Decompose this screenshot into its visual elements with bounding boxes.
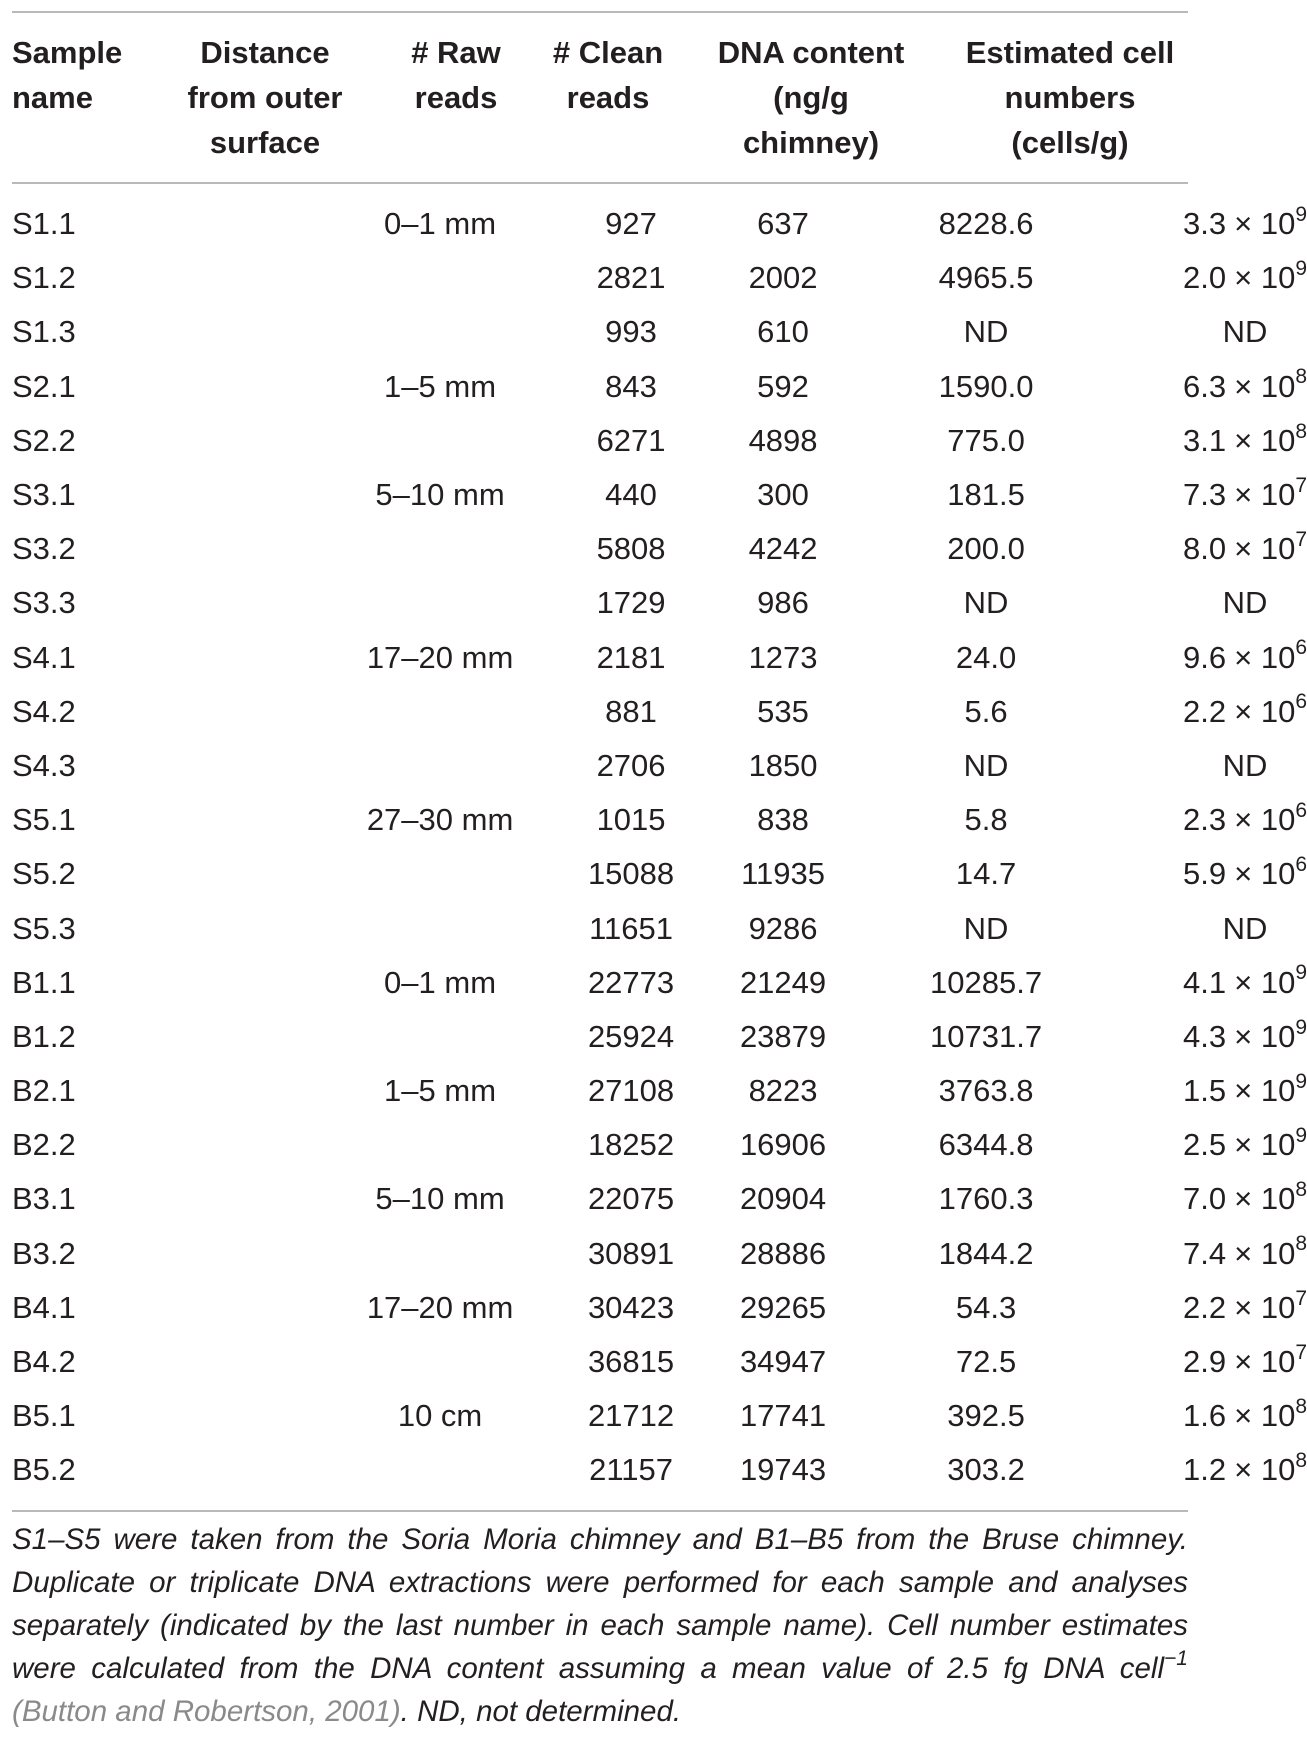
cell-distance: 17–20 mm <box>366 1289 514 1325</box>
cell-mantissa: 2.5 <box>1183 1127 1227 1163</box>
cell-times-ten: × 10 <box>1234 802 1296 838</box>
cell-times-ten: × 10 <box>1234 1452 1296 1488</box>
cell-times-ten: × 10 <box>1234 693 1296 729</box>
cell-mantissa: ND <box>1222 314 1268 350</box>
cell-sample-name: S4.1 <box>12 639 76 675</box>
table-footnote: S1–S5 were taken from the Soria Moria chimney and B1–B5 from the Bruse chimney. Duplicate or triplicate DNA extractions were performed for each sample and analyses separately (indicated by the last number in each sample name). Cell number estimates were calculated from the DNA content assuming a mean value of 2.5 fg DNA cell$^{-1}$ (Button and Robertson, 2001). ND, not determined. <box>12 1523 1188 1728</box>
cell-raw-reads: 2706 <box>596 747 666 783</box>
cell-estimated-cells <box>1223 746 1268 786</box>
cell-times-ten: × 10 <box>1234 1073 1296 1109</box>
cell-estimated-cells <box>1183 638 1307 678</box>
cell-clean-reads: 8223 <box>748 1073 818 1109</box>
cell-times-ten: × 10 <box>1234 422 1296 458</box>
cell-mantissa: 6.3 <box>1183 368 1227 404</box>
cell-sample-name: S5.2 <box>12 856 76 892</box>
cell-estimated-cells <box>1183 529 1307 569</box>
cell-distance: 27–30 mm <box>366 802 514 838</box>
cell-times-ten: × 10 <box>1234 639 1296 675</box>
table-row <box>0 793 1200 847</box>
cell-dna-content: ND <box>963 585 1009 621</box>
cell-distance: 1–5 mm <box>384 1073 497 1109</box>
top-rule <box>12 11 1188 13</box>
table-row <box>0 1227 1200 1281</box>
cell-estimated-cells <box>1183 258 1307 298</box>
cell-dna-content: 303.2 <box>947 1452 1025 1488</box>
cell-times-ten: × 10 <box>1234 964 1296 1000</box>
cell-sample-name: S3.3 <box>12 585 76 621</box>
cell-clean-reads: 34947 <box>739 1344 827 1380</box>
cell-raw-reads: 6271 <box>596 422 666 458</box>
cell-estimated-cells <box>1183 367 1307 407</box>
cell-mantissa: 5.9 <box>1183 856 1227 892</box>
cell-clean-reads: 1850 <box>748 747 818 783</box>
cell-dna-content: 200.0 <box>947 531 1025 567</box>
cell-exponent: 8 <box>1295 1178 1307 1202</box>
cell-raw-reads: 11651 <box>589 910 673 946</box>
cell-clean-reads: 592 <box>757 368 809 404</box>
cell-sample-name: B1.2 <box>12 1018 76 1054</box>
cell-dna-content: 6344.8 <box>938 1127 1034 1163</box>
table-row <box>0 1443 1200 1497</box>
cell-estimated-cells <box>1183 1017 1307 1057</box>
header-sample-name: Sample name <box>12 35 123 115</box>
cell-raw-reads: 1015 <box>596 802 666 838</box>
cell-sample-name: B5.2 <box>12 1452 76 1488</box>
cell-estimated-cells <box>1183 1396 1307 1436</box>
cell-raw-reads: 881 <box>605 693 657 729</box>
cell-clean-reads: 16906 <box>739 1127 827 1163</box>
cell-estimated-cells <box>1183 421 1307 461</box>
cell-exponent: 7 <box>1295 473 1307 497</box>
cell-clean-reads: 29265 <box>739 1289 827 1325</box>
cell-times-ten: × 10 <box>1234 1181 1296 1217</box>
cell-clean-reads: 610 <box>757 314 809 350</box>
cell-raw-reads: 1729 <box>596 585 666 621</box>
table-row <box>0 1064 1200 1118</box>
cell-clean-reads: 4242 <box>748 531 818 567</box>
cell-sample-name: B3.2 <box>12 1235 76 1271</box>
cell-sample-name: S2.2 <box>12 422 76 458</box>
cell-estimated-cells <box>1183 800 1307 840</box>
cell-dna-content: 5.6 <box>964 693 1008 729</box>
cell-mantissa: 4.3 <box>1183 1018 1227 1054</box>
cell-raw-reads: 5808 <box>596 531 666 567</box>
cell-estimated-cells <box>1183 854 1307 894</box>
cell-raw-reads: 927 <box>605 206 657 242</box>
cell-raw-reads: 25924 <box>587 1018 675 1054</box>
cell-exponent: 9 <box>1295 1123 1307 1147</box>
cell-sample-name: S4.3 <box>12 747 76 783</box>
cell-estimated-cells <box>1183 1288 1307 1328</box>
table-row <box>0 251 1200 305</box>
cell-raw-reads: 993 <box>605 314 657 350</box>
cell-clean-reads: 2002 <box>748 260 818 296</box>
cell-exponent: 6 <box>1295 798 1307 822</box>
cell-mantissa: 2.0 <box>1183 260 1227 296</box>
cell-mantissa: 2.2 <box>1183 1289 1227 1325</box>
header-dna-content: DNA content (ng/g chimney) <box>717 35 905 160</box>
table-row <box>0 1118 1200 1172</box>
cell-sample-name: S1.1 <box>12 206 76 242</box>
cell-mantissa: 7.0 <box>1183 1181 1227 1217</box>
header-raw-reads: # Raw reads <box>411 35 501 115</box>
cell-sample-name: B3.1 <box>12 1181 76 1217</box>
cell-estimated-cells <box>1183 204 1307 244</box>
cell-exponent: 8 <box>1295 1232 1307 1256</box>
cell-times-ten: × 10 <box>1234 531 1296 567</box>
cell-sample-name: B1.1 <box>12 964 76 1000</box>
cell-dna-content: 1590.0 <box>938 368 1034 404</box>
header-distance: Distance from outer surface <box>187 35 343 160</box>
cell-raw-reads: 2181 <box>596 639 666 675</box>
cell-dna-content: 72.5 <box>955 1344 1017 1380</box>
cell-dna-content: 24.0 <box>955 639 1017 675</box>
header-clean-reads: # Clean reads <box>552 35 664 115</box>
cell-estimated-cells <box>1223 909 1268 949</box>
table-row <box>0 360 1200 414</box>
header-rule <box>12 182 1188 184</box>
table-row <box>0 197 1200 251</box>
cell-sample-name: B5.1 <box>12 1398 76 1434</box>
cell-raw-reads: 2821 <box>596 260 666 296</box>
cell-times-ten: × 10 <box>1234 1127 1296 1163</box>
cell-raw-reads: 36815 <box>587 1344 675 1380</box>
cell-raw-reads: 22773 <box>587 964 675 1000</box>
cell-times-ten: × 10 <box>1234 206 1296 242</box>
cell-clean-reads: 637 <box>757 206 809 242</box>
cell-distance: 17–20 mm <box>366 639 514 675</box>
cell-exponent: 8 <box>1295 365 1307 389</box>
cell-mantissa: 8.0 <box>1183 531 1227 567</box>
table-row <box>0 847 1200 901</box>
cell-clean-reads: 1273 <box>748 639 818 675</box>
cell-distance: 10 cm <box>397 1398 483 1434</box>
cell-times-ten: × 10 <box>1234 1289 1296 1325</box>
cell-exponent: 6 <box>1295 690 1307 714</box>
table-row <box>0 1281 1200 1335</box>
cell-dna-content: 775.0 <box>947 422 1025 458</box>
table-row <box>0 414 1200 468</box>
cell-exponent: 6 <box>1295 636 1307 660</box>
cell-estimated-cells <box>1223 312 1268 352</box>
cell-estimated-cells <box>1183 1234 1307 1274</box>
cell-estimated-cells <box>1183 1179 1307 1219</box>
cell-distance: 0–1 mm <box>384 964 497 1000</box>
cell-estimated-cells <box>1183 963 1307 1003</box>
cell-exponent: 7 <box>1295 527 1307 551</box>
cell-times-ten: × 10 <box>1234 1398 1296 1434</box>
cell-sample-name: S4.2 <box>12 693 76 729</box>
cell-mantissa: ND <box>1222 747 1268 783</box>
cell-estimated-cells <box>1183 1450 1307 1490</box>
cell-sample-name: S3.2 <box>12 531 76 567</box>
cell-dna-content: 5.8 <box>964 802 1008 838</box>
cell-raw-reads: 30891 <box>587 1235 675 1271</box>
data-table <box>0 197 1307 1498</box>
footnote-superscript: −1 <box>1164 1647 1188 1671</box>
cell-dna-content: ND <box>963 910 1009 946</box>
cell-exponent: 9 <box>1295 1069 1307 1093</box>
cell-exponent: 9 <box>1295 961 1307 985</box>
cell-clean-reads: 300 <box>757 477 809 513</box>
cell-clean-reads: 17741 <box>739 1398 827 1434</box>
cell-mantissa: 2.2 <box>1183 693 1227 729</box>
cell-mantissa: 9.6 <box>1183 639 1227 675</box>
cell-clean-reads: 4898 <box>748 422 818 458</box>
table-row <box>0 739 1200 793</box>
table-row <box>0 1172 1200 1226</box>
cell-clean-reads: 21249 <box>739 964 827 1000</box>
cell-clean-reads: 9286 <box>748 910 818 946</box>
cell-distance: 5–10 mm <box>375 477 505 513</box>
cell-raw-reads: 843 <box>605 368 657 404</box>
cell-mantissa: 7.3 <box>1183 477 1227 513</box>
cell-exponent: 8 <box>1295 419 1307 443</box>
cell-raw-reads: 440 <box>605 477 657 513</box>
cell-exponent: 9 <box>1295 202 1307 226</box>
table-row <box>0 1389 1200 1443</box>
cell-distance: 5–10 mm <box>375 1181 505 1217</box>
cell-dna-content: ND <box>963 314 1009 350</box>
cell-mantissa: 1.2 <box>1183 1452 1227 1488</box>
cell-exponent: 8 <box>1295 1449 1307 1473</box>
cell-times-ten: × 10 <box>1234 1018 1296 1054</box>
cell-dna-content: 4965.5 <box>938 260 1034 296</box>
cell-dna-content: 14.7 <box>955 856 1017 892</box>
cell-times-ten: × 10 <box>1234 260 1296 296</box>
cell-sample-name: S1.3 <box>12 314 76 350</box>
cell-clean-reads: 838 <box>757 802 809 838</box>
cell-sample-name: S5.1 <box>12 802 76 838</box>
table-row <box>0 522 1200 576</box>
cell-times-ten: × 10 <box>1234 477 1296 513</box>
cell-clean-reads: 19743 <box>739 1452 827 1488</box>
cell-sample-name: S3.1 <box>12 477 76 513</box>
cell-distance: 0–1 mm <box>384 206 497 242</box>
cell-raw-reads: 22075 <box>587 1181 675 1217</box>
cell-times-ten: × 10 <box>1234 368 1296 404</box>
cell-dna-content: 181.5 <box>947 477 1025 513</box>
cell-sample-name: S2.1 <box>12 368 76 404</box>
cell-mantissa: 2.9 <box>1183 1344 1227 1380</box>
cell-raw-reads: 27108 <box>587 1073 675 1109</box>
cell-dna-content: 8228.6 <box>938 206 1034 242</box>
cell-raw-reads: 21712 <box>587 1398 675 1434</box>
cell-exponent: 8 <box>1295 1394 1307 1418</box>
cell-estimated-cells <box>1223 583 1268 623</box>
cell-raw-reads: 30423 <box>587 1289 675 1325</box>
cell-estimated-cells <box>1183 1342 1307 1382</box>
cell-dna-content: 392.5 <box>947 1398 1025 1434</box>
cell-sample-name: B2.1 <box>12 1073 76 1109</box>
table-row <box>0 901 1200 955</box>
cell-times-ten: × 10 <box>1234 856 1296 892</box>
cell-raw-reads: 18252 <box>587 1127 675 1163</box>
cell-mantissa: 1.6 <box>1183 1398 1227 1434</box>
table-row <box>0 468 1200 522</box>
citation-link[interactable]: (Button and Robertson, 2001) <box>12 1695 401 1728</box>
cell-clean-reads: 20904 <box>739 1181 827 1217</box>
cell-estimated-cells <box>1183 475 1307 515</box>
cell-sample-name: B4.1 <box>12 1289 76 1325</box>
cell-exponent: 7 <box>1295 1340 1307 1364</box>
table-row <box>0 1010 1200 1064</box>
cell-dna-content: 3763.8 <box>938 1073 1034 1109</box>
table-row <box>0 956 1200 1010</box>
cell-exponent: 9 <box>1295 1015 1307 1039</box>
cell-sample-name: S1.2 <box>12 260 76 296</box>
cell-clean-reads: 28886 <box>739 1235 827 1271</box>
cell-clean-reads: 986 <box>757 585 809 621</box>
table-row <box>0 576 1200 630</box>
cell-exponent: 6 <box>1295 853 1307 877</box>
cell-clean-reads: 535 <box>757 693 809 729</box>
cell-mantissa: 4.1 <box>1183 964 1227 1000</box>
cell-mantissa: 2.3 <box>1183 802 1227 838</box>
cell-exponent: 9 <box>1295 256 1307 280</box>
cell-sample-name: B2.2 <box>12 1127 76 1163</box>
cell-dna-content: 10731.7 <box>930 1018 1043 1054</box>
cell-clean-reads: 23879 <box>739 1018 827 1054</box>
cell-mantissa: ND <box>1222 910 1268 946</box>
cell-sample-name: S5.3 <box>12 910 76 946</box>
cell-mantissa: 7.4 <box>1183 1235 1227 1271</box>
cell-mantissa: ND <box>1222 585 1268 621</box>
cell-raw-reads: 21157 <box>589 1452 673 1488</box>
cell-exponent: 7 <box>1295 1286 1307 1310</box>
table-row <box>0 631 1200 685</box>
cell-dna-content: 10285.7 <box>930 964 1043 1000</box>
cell-mantissa: 3.3 <box>1183 206 1227 242</box>
table-row <box>0 305 1200 359</box>
cell-times-ten: × 10 <box>1234 1344 1296 1380</box>
cell-dna-content: 1844.2 <box>938 1235 1034 1271</box>
cell-dna-content: 54.3 <box>955 1289 1017 1325</box>
cell-mantissa: 3.1 <box>1183 422 1227 458</box>
cell-sample-name: B4.2 <box>12 1344 76 1380</box>
cell-distance: 1–5 mm <box>384 368 497 404</box>
cell-estimated-cells <box>1183 1071 1307 1111</box>
cell-estimated-cells <box>1183 692 1307 732</box>
table-row <box>0 1335 1200 1389</box>
bottom-rule <box>12 1510 1188 1512</box>
cell-mantissa: 1.5 <box>1183 1073 1227 1109</box>
cell-estimated-cells <box>1183 1125 1307 1165</box>
cell-dna-content: ND <box>963 747 1009 783</box>
cell-raw-reads: 15088 <box>587 856 675 892</box>
cell-times-ten: × 10 <box>1234 1235 1296 1271</box>
cell-clean-reads: 11935 <box>741 856 825 892</box>
header-cell-numbers: Estimated cell numbers (cells/g) <box>965 35 1175 160</box>
table-row <box>0 685 1200 739</box>
cell-dna-content: 1760.3 <box>938 1181 1034 1217</box>
